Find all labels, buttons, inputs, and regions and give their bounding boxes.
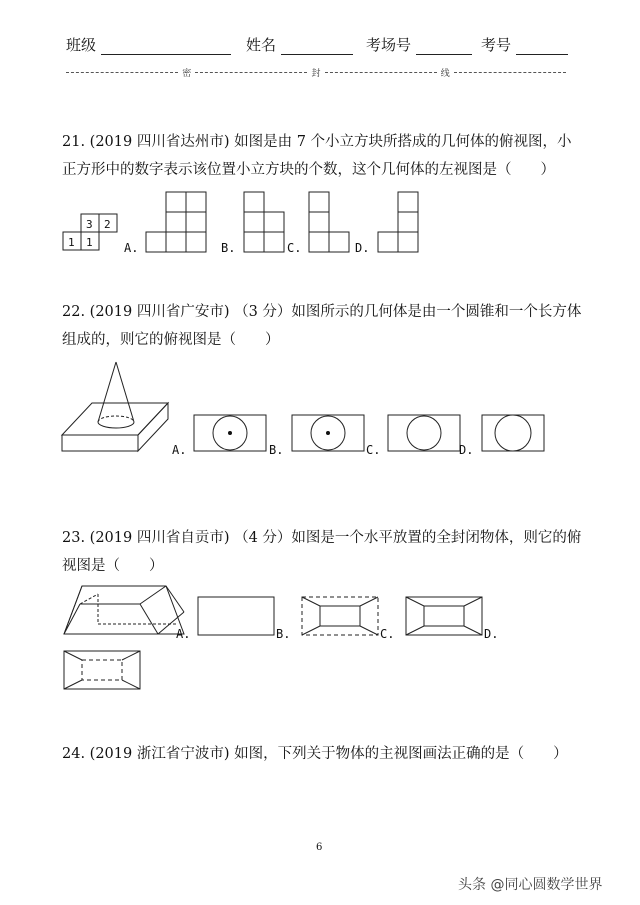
seal-char: 线 (440, 69, 450, 79)
header-number (481, 34, 568, 55)
option-d-label[interactable]: D. (459, 443, 474, 457)
q21-figures (58, 190, 588, 260)
header-name (246, 34, 353, 55)
grid-number: 1 (86, 236, 93, 249)
q22-figures (58, 360, 588, 460)
q23-figures (58, 578, 588, 698)
grid-number: 3 (86, 218, 93, 231)
option-c-label[interactable]: C. (287, 241, 302, 255)
seal-char: 封 (311, 69, 321, 79)
option-a-label[interactable]: A. (176, 627, 191, 641)
grid-number: 2 (104, 218, 111, 231)
class-blank[interactable] (101, 40, 231, 55)
option-b-label[interactable]: B. (276, 627, 291, 641)
grid-number: 1 (68, 236, 75, 249)
header-class (66, 34, 231, 55)
option-a-label[interactable]: A. (172, 443, 187, 457)
question-21-text: 21. (2019 四川省达州市) 如图是由 7 个小立方块所搭成的几何体的俯视图，小正方形中的数字表示该位置小立方块的个数，这个几何体的左视图是（ ） (62, 134, 572, 178)
option-c-label[interactable]: C. (380, 627, 395, 641)
number-blank[interactable] (516, 40, 568, 55)
option-b-label[interactable]: B. (269, 443, 284, 457)
name-label: 姓名 (246, 36, 277, 54)
class-label: 班级 (66, 36, 97, 54)
option-a-label[interactable]: A. (124, 241, 139, 255)
option-b-label[interactable]: B. (221, 241, 236, 255)
question-24-text: 24. (2019 浙江省宁波市) 如图，下列关于物体的主视图画法正确的是（ ） (62, 746, 568, 762)
question-23-text: 23. (2019 四川省自贡市) （4 分）如图是一个水平放置的全封闭物体，则它的俯视图是（ ） (62, 530, 582, 574)
page-number: 6 (316, 842, 323, 853)
room-label: 考场号 (366, 36, 412, 54)
question-22-text: 22. (2019 四川省广安市) （3 分）如图所示的几何体是由一个圆锥和一个长方体组成的，则它的俯视图是（ ） (62, 304, 582, 348)
name-blank[interactable] (281, 40, 353, 55)
room-blank[interactable] (416, 40, 472, 55)
option-d-label[interactable]: D. (484, 627, 499, 641)
header-room (366, 34, 472, 55)
option-c-label[interactable]: C. (366, 443, 381, 457)
watermark: 头条 @同心圆数学世界 (458, 877, 603, 893)
option-d-label[interactable]: D. (355, 241, 370, 255)
seal-char: 密 (182, 69, 192, 79)
seal-line (66, 66, 566, 79)
number-label: 考号 (481, 36, 512, 54)
